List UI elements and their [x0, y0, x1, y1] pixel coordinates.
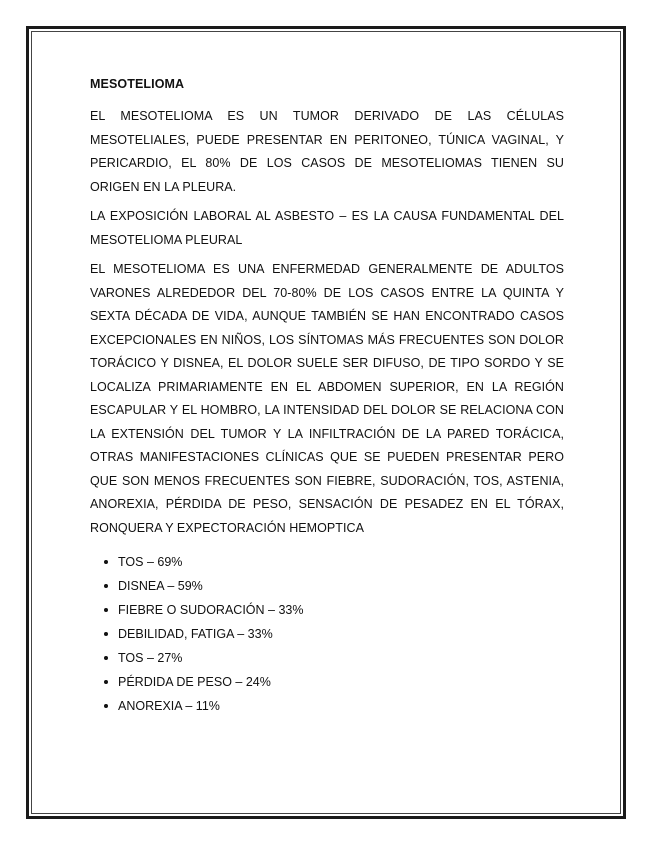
list-item [104, 646, 564, 670]
bullet-icon [104, 560, 108, 564]
document-title: MESOTELIOMA [90, 77, 185, 91]
bullet-icon [104, 680, 108, 684]
list-item [104, 622, 564, 646]
symptom-list [90, 550, 564, 718]
paragraph-definition: EL MESOTELIOMA ES UN TUMOR DERIVADO DE LAS CÉLULAS MESOTELIALES, PUEDE PRESENTAR EN PERITONEO, TÚNICA VAGINAL, Y PERICARDIO, EL 80% DE LOS CASOS DE MESOTELIOMAS TIENEN SU ORIGEN EN LA PLEURA. [90, 109, 564, 194]
list-item [104, 670, 564, 694]
symptom-text: ANOREXIA – 11% [118, 699, 220, 713]
paragraph-cause: LA EXPOSICIÓN LABORAL AL ASBESTO – ES LA CAUSA FUNDAMENTAL DEL MESOTELIOMA PLEURAL [90, 209, 564, 247]
symptom-text: TOS – 27% [118, 651, 183, 665]
symptom-text: FIEBRE O SUDORACIÓN – 33% [118, 603, 304, 617]
document-content [90, 76, 564, 718]
symptom-text: TOS – 69% [118, 555, 183, 569]
list-item [104, 574, 564, 598]
bullet-icon [104, 584, 108, 588]
symptom-text: DISNEA – 59% [118, 579, 203, 593]
symptom-text: DEBILIDAD, FATIGA – 33% [118, 627, 273, 641]
list-item [104, 694, 564, 718]
symptom-text: PÉRDIDA DE PESO – 24% [118, 675, 271, 689]
paragraph-clinical: EL MESOTELIOMA ES UNA ENFERMEDAD GENERALMENTE DE ADULTOS VARONES ALREDEDOR DEL 70-80% DE LOS CASOS ENTRE LA QUINTA Y SEXTA DÉCADA DE VIDA, AUNQUE TAMBIÉN SE HAN ENCONTRADO CASOS EXCEPCIONALES EN NIÑOS, LOS SÍNTOMAS MÁS FRECUENTES SON DOLOR TORÁCICO Y DISNEA, EL DOLOR SUELE SER DIFUSO, DE TIPO SORDO Y SE LOCALIZA PRIMARIAMENTE EN EL ABDOMEN SUPERIOR, EN LA REGIÓN ESCAPULAR Y EL HOMBRO, LA INTENSIDAD DEL DOLOR SE RELACIONA CON LA EXTENSIÓN DEL TUMOR Y LA INFILTRACIÓN DE LA PARED TORÁCICA, OTRAS MANIFESTACIONES CLÍNICAS QUE SE PUEDEN PRESENTAR PERO QUE SON MENOS FRECUENTES SON FIEBRE, SUDORACIÓN, TOS, ASTENIA, ANOREXIA, PÉRDIDA DE PESO, SENSACIÓN DE PESADEZ EN EL TÓRAX, RONQUERA Y EXPECTORACIÓN HEMOPTICA [90, 262, 564, 535]
bullet-icon [104, 632, 108, 636]
bullet-icon [104, 608, 108, 612]
list-item [104, 550, 564, 574]
bullet-icon [104, 656, 108, 660]
list-item [104, 598, 564, 622]
bullet-icon [104, 704, 108, 708]
